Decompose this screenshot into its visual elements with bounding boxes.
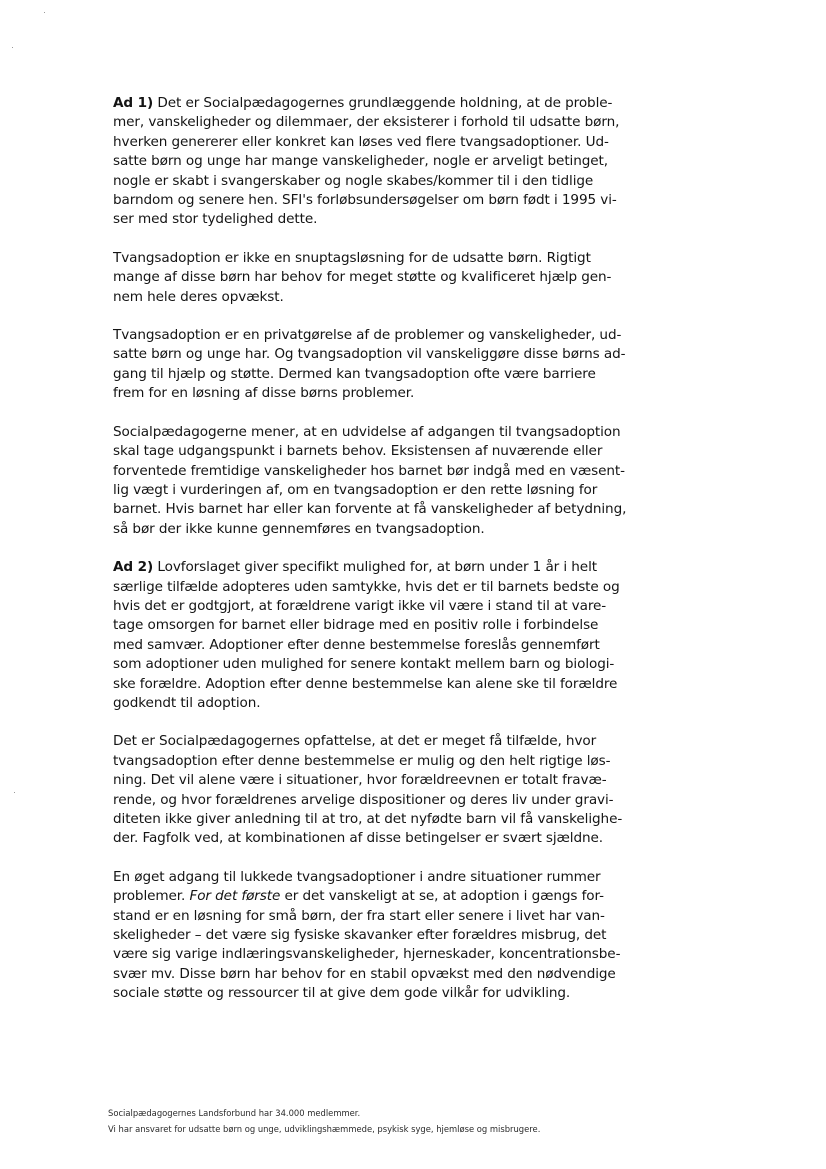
paragraph-line: godkendt til adoption. bbox=[113, 694, 261, 711]
paragraph-line: nem hele deres opvækst. bbox=[113, 288, 284, 305]
paragraph-line: En øget adgang til lukkede tvangsadoptioner i andre situationer rummer bbox=[113, 868, 601, 885]
paragraph-line: hvis det er godtgjort, at forældrene varigt ikke vil være i stand til at vare- bbox=[113, 597, 607, 614]
paragraph-line: Det er Socialpædagogernes opfattelse, at det er meget få tilfælde, hvor bbox=[113, 733, 597, 750]
footer-membership: Socialpædagogernes Landsforbund har 34.000 medlemmer. bbox=[108, 1108, 361, 1118]
paragraph-1 bbox=[113, 94, 658, 230]
footer-responsibility: Vi har ansvaret for udsatte børn og unge, udviklingshæmmede, psykisk syge, hjemløse og misbrugere. bbox=[108, 1124, 541, 1134]
paragraph-line: særlige tilfælde adopteres uden samtykke, hvis det er til barnets bedste og bbox=[113, 578, 620, 595]
paragraph-line: tvangsadoption efter denne bestemmelse er mulig og den helt rigtige løs- bbox=[113, 752, 611, 769]
paragraph-line: ning. Det vil alene være i situationer, hvor forældreevnen er totalt fravæ- bbox=[113, 772, 607, 789]
paragraph-7 bbox=[113, 868, 658, 1004]
paragraph-2 bbox=[113, 249, 658, 307]
paragraph-line: barndom og senere hen. SFI's forløbsundersøgelser om børn født i 1995 vi- bbox=[113, 192, 617, 209]
paragraph-line: skal tage udgangspunkt i barnets behov. Eksistensen af nuværende eller bbox=[113, 443, 603, 460]
paragraph-line: mange af disse børn har behov for meget støtte og kvalificeret hjælp gen- bbox=[113, 269, 612, 286]
paragraph-line: skeligheder – det være sig fysiske skavanker efter forældres misbrug, det bbox=[113, 927, 607, 944]
paragraph-line: problemer. For det første er det vanskeligt at se, at adoption i gængs for- bbox=[113, 888, 604, 905]
section-lead: Ad 1) bbox=[113, 95, 154, 111]
section-lead: Ad 2) bbox=[113, 559, 154, 576]
document-body bbox=[113, 94, 658, 1023]
paragraph-4 bbox=[113, 423, 658, 539]
paragraph-line: satte børn og unge har mange vanskeligheder, nogle er arveligt betinget, bbox=[113, 153, 608, 170]
paragraph-line: frem for en løsning af disse børns problemer. bbox=[113, 385, 415, 402]
page-footer bbox=[108, 1105, 708, 1137]
paragraph-line: nogle er skabt i svangerskaber og nogle skabes/kommer til i den tidlige bbox=[113, 172, 594, 189]
paragraph-line: hverken genererer eller konkret kan løses ved flere tvangsadoptioner. Ud- bbox=[113, 133, 609, 150]
paragraph-line: barnet. Hvis barnet har eller kan forvente at få vanskeligheder af betydning, bbox=[113, 501, 627, 518]
paragraph-3 bbox=[113, 326, 658, 404]
paragraph-line: svær mv. Disse børn har behov for en stabil opvækst med den nødvendige bbox=[113, 965, 616, 982]
paragraph-line: ser med stor tydelighed dette. bbox=[113, 211, 318, 228]
emphasis-text: For det første bbox=[189, 888, 281, 905]
paragraph-line: være sig varige indlæringsvanskeligheder, hjerneskader, koncentrationsbe- bbox=[113, 946, 621, 963]
paragraph-line: ske forældre. Adoption efter denne bestemmelse kan alene ske til forældre bbox=[113, 675, 618, 692]
paragraph-line: satte børn og unge har. Og tvangsadoption vil vanskeliggøre disse børns ad- bbox=[113, 346, 626, 363]
paragraph-line: Tvangsadoption er ikke en snuptagsløsning for de udsatte børn. Rigtigt bbox=[113, 249, 591, 266]
scan-speck bbox=[44, 12, 45, 13]
paragraph-line: gang til hjælp og støtte. Dermed kan tvangsadoption ofte være barriere bbox=[113, 365, 596, 382]
paragraph-6 bbox=[113, 732, 658, 848]
paragraph-line: Tvangsadoption er en privatgørelse af de problemer og vanskeligheder, ud- bbox=[113, 327, 622, 344]
paragraph-line: Ad 1) Det er Socialpædagogernes grundlæggende holdning, at de proble- bbox=[113, 95, 613, 111]
paragraph-line: med samvær. Adoptioner efter denne bestemmelse foreslås gennemført bbox=[113, 636, 600, 653]
scan-speck bbox=[12, 47, 13, 48]
paragraph-line: stand er en løsning for små børn, der fra start eller senere i livet har van- bbox=[113, 907, 605, 924]
scan-speck bbox=[14, 792, 15, 793]
paragraph-line: så bør der ikke kunne gennemføres en tvangsadoption. bbox=[113, 520, 485, 537]
paragraph-line: tage omsorgen for barnet eller bidrage med en positiv rolle i forbindelse bbox=[113, 617, 599, 634]
paragraph-line: mer, vanskeligheder og dilemmaer, der eksisterer i forhold til udsatte børn, bbox=[113, 114, 620, 131]
paragraph-line: som adoptioner uden mulighed for senere kontakt mellem barn og biologi- bbox=[113, 656, 615, 673]
paragraph-line: Socialpædagogerne mener, at en udvidelse af adgangen til tvangsadoption bbox=[113, 423, 621, 440]
paragraph-line: forventede fremtidige vanskeligheder hos barnet bør indgå med en væsent- bbox=[113, 462, 625, 479]
paragraph-line: der. Fagfolk ved, at kombinationen af disse betingelser er svært sjældne. bbox=[113, 830, 604, 847]
paragraph-line: rende, og hvor forældrenes arvelige dispositioner og deres liv under gravi- bbox=[113, 791, 614, 808]
paragraph-line: Ad 2) Lovforslaget giver specifikt mulighed for, at børn under 1 år i helt bbox=[113, 559, 597, 576]
paragraph-5 bbox=[113, 558, 658, 713]
paragraph-line: diteten ikke giver anledning til at tro, at det nyfødte barn vil få vanskelighe- bbox=[113, 811, 623, 827]
paragraph-line: sociale støtte og ressourcer til at give dem gode vilkår for udvikling. bbox=[113, 985, 571, 1002]
paragraph-line: lig vægt i vurderingen af, om en tvangsadoption er den rette løsning for bbox=[113, 481, 598, 498]
